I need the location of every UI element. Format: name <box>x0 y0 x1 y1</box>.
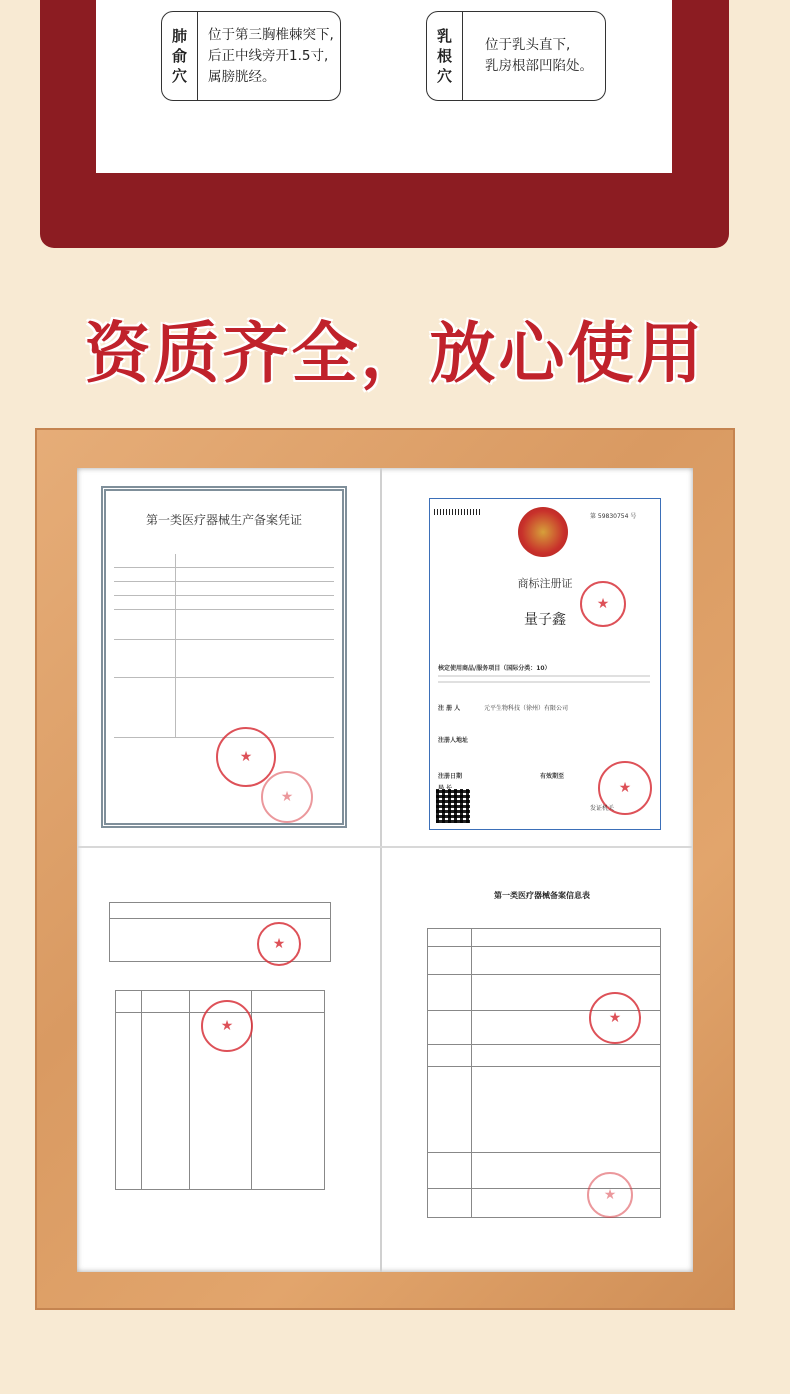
acupoint-card <box>96 0 672 173</box>
table-line <box>427 1066 661 1067</box>
board-divider-horizontal <box>77 846 693 848</box>
table-row <box>114 596 334 610</box>
acupoint-name: 乳 根 穴 <box>427 12 463 100</box>
acupoint-description: 位于第三胸椎棘突下, 后正中线旁开1.5寸, 属膀胱经。 <box>208 26 334 85</box>
table-row <box>114 582 334 596</box>
filing-table <box>427 928 661 1218</box>
top-red-panel <box>40 0 729 248</box>
certificate-frame <box>35 428 735 1310</box>
date-label: 注册日期 <box>438 773 463 780</box>
table-row <box>114 640 334 678</box>
official-seal: ★ <box>589 992 641 1044</box>
table-line <box>189 990 190 1190</box>
acupoint-description: 位于乳头直下, 乳房根部凹陷处。 <box>485 37 593 74</box>
official-seal: ★ <box>216 727 276 787</box>
barcode <box>434 509 482 515</box>
table-row <box>114 610 334 640</box>
certificate-title: 第一类医疗器械生产备案凭证 <box>145 513 302 527</box>
official-seal: ★ <box>598 761 652 815</box>
change-record-document <box>101 894 333 1210</box>
medical-device-filing-info-sheet <box>417 882 667 1232</box>
text-line <box>438 675 650 677</box>
board-divider-vertical <box>380 468 382 1272</box>
headline: 资质齐全，放心使用 <box>84 315 706 392</box>
class-line: 核定使用商品/服务项目（国际分类：10） <box>438 665 551 672</box>
valid-label: 有效期至 <box>540 773 565 780</box>
certificate-board <box>77 468 693 1272</box>
text-line <box>438 681 650 683</box>
official-seal: ★ <box>261 771 313 823</box>
table-row <box>114 678 334 738</box>
registrant: 元平生物科技（徐州）有限公司 <box>484 705 569 712</box>
national-emblem-icon <box>518 507 568 557</box>
official-seal: ★ <box>257 922 301 966</box>
official-seal: ★ <box>580 581 626 627</box>
registration-number: 第 59830754 号 <box>590 513 637 520</box>
document-title: 第一类医疗器械备案信息表 <box>494 891 590 900</box>
table-line <box>471 928 472 1218</box>
issuer-label: 发证机关 <box>590 805 615 812</box>
qr-code <box>436 789 470 823</box>
registrant-label: 注 册 人 <box>438 705 461 712</box>
certificate-table <box>114 554 334 738</box>
table-row <box>114 554 334 568</box>
medical-device-production-certificate <box>101 486 347 828</box>
acupoint-feishu <box>161 11 341 101</box>
table-line <box>141 990 142 1190</box>
official-seal: ★ <box>201 1000 253 1052</box>
table-line <box>427 974 661 975</box>
trademark-name: 量子鑫 <box>524 612 566 628</box>
table-row <box>114 568 334 582</box>
address-label: 注册人地址 <box>438 737 469 744</box>
certificate-title: 商标注册证 <box>517 577 573 590</box>
trademark-registration-certificate <box>429 498 661 830</box>
acupoint-rugen <box>426 11 606 101</box>
table-line <box>427 1152 661 1153</box>
table-line <box>427 1044 661 1045</box>
table-line <box>427 946 661 947</box>
acupoint-name: 肺 俞 穴 <box>162 12 198 100</box>
official-seal: ★ <box>587 1172 633 1218</box>
table-line <box>109 918 331 919</box>
